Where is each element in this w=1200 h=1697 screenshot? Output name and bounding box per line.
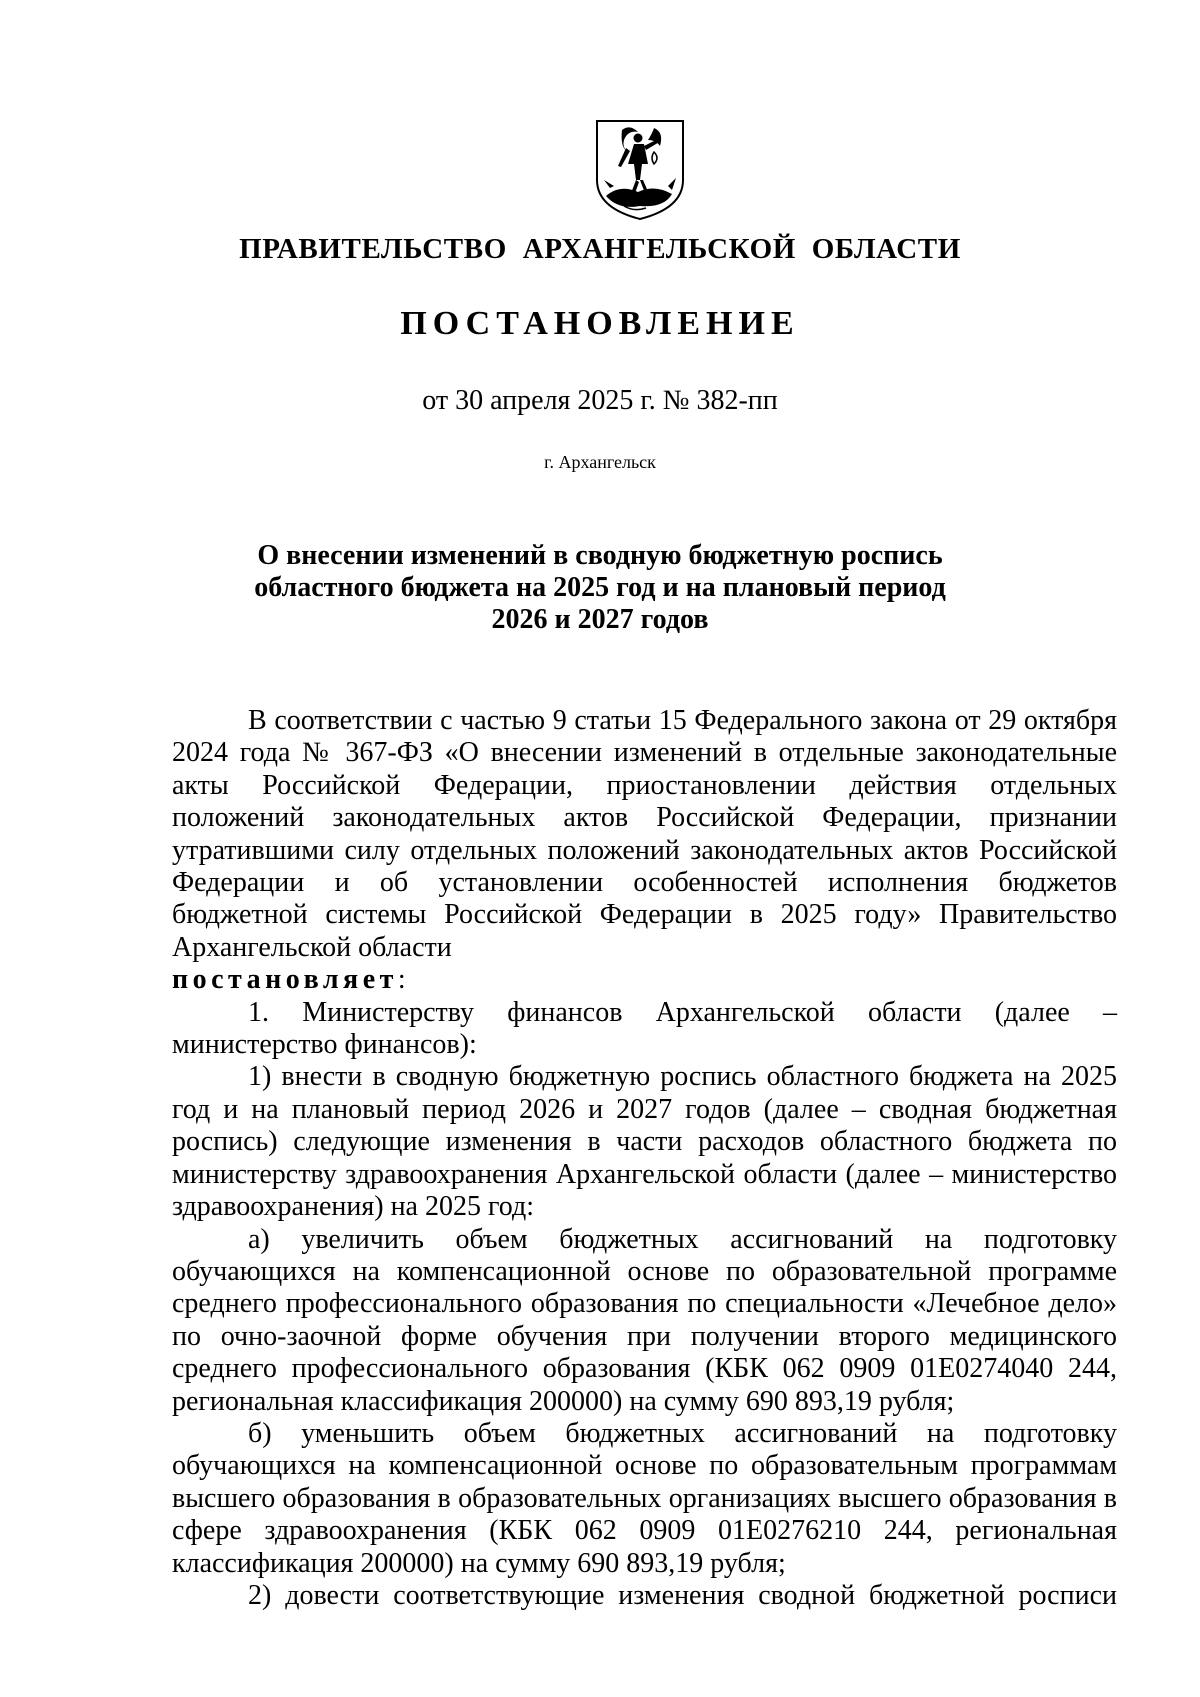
title-line: О внесении изменений в сводную бюджетную роспись: [257, 540, 943, 571]
preamble-paragraph: В соответствии с частью 9 статьи 15 Федерального закона от 29 октября 2024 года № 367-ФЗ «О внесении изменений в отдельные законодательные акты Российской Федерации, приостановлении действия отдельных положений законодательных актов Российской Федерации, признании утратившими силу отдельных положений законодательных актов Российской Федерации и об установлении особенностей исполнения бюджетов бюджетной системы Российской Федерации в 2025 году» Правительство Архангельской области: [172, 705, 1117, 963]
document-body: [172, 705, 1117, 1612]
decree-paragraph: [172, 964, 1117, 996]
document-city: г. Архангельск: [544, 452, 656, 472]
item-1-1-paragraph: 1) внести в сводную бюджетную роспись областного бюджета на 2025 год и на плановый период 2026 и 2027 годов (далее – сводная бюджетная роспись) следующие изменения в части расходов областного бюджета по министерству здравоохранения Архангельской области (далее – министерство здравоохранения) на 2025 год:: [172, 1061, 1117, 1223]
coat-of-arms-emblem: [594, 118, 686, 222]
decrees-word: постановляет: [172, 964, 398, 996]
title-line: областного бюджета на 2025 год и на плановый период: [254, 572, 946, 603]
item-1-1-a-paragraph: а) увеличить объем бюджетных ассигнований на подготовку обучающихся на компенсационной основе по образовательной программе среднего профессионального образования по специальности «Лечебное дело» по очно-заочной форме обучения при получении второго медицинского среднего профессионального образования (КБК 062 0909 01Е0274040 244, региональная классификация 200000) на сумму 690 893,19 рубля;: [172, 1223, 1117, 1417]
organization-name: ПРАВИТЕЛЬСТВО АРХАНГЕЛЬСКОЙ ОБЛАСТИ: [239, 233, 961, 265]
document-date-number: от 30 апреля 2025 г. № 382-пп: [422, 385, 778, 416]
title-line: 2026 и 2027 годов: [491, 604, 709, 635]
decrees-suffix: :: [397, 964, 406, 996]
document-title: [0, 540, 1200, 636]
item-1-paragraph: 1. Министерству финансов Архангельской области (далее – министерство финансов):: [172, 996, 1117, 1061]
document-type-heading: ПОСТАНОВЛЕНИЕ: [400, 305, 800, 342]
item-1-1-b-paragraph: б) уменьшить объем бюджетных ассигнований на подготовку обучающихся на компенсационной основе по образовательным программам высшего образования в образовательных организациях высшего образования в сфере здравоохранения (КБК 062 0909 01Е0276210 244, региональная классификация 200000) на сумму 690 893,19 рубля;: [172, 1417, 1117, 1579]
item-1-2-paragraph: 2) довести соответствующие изменения сводной бюджетной росписи: [248, 1579, 1117, 1611]
